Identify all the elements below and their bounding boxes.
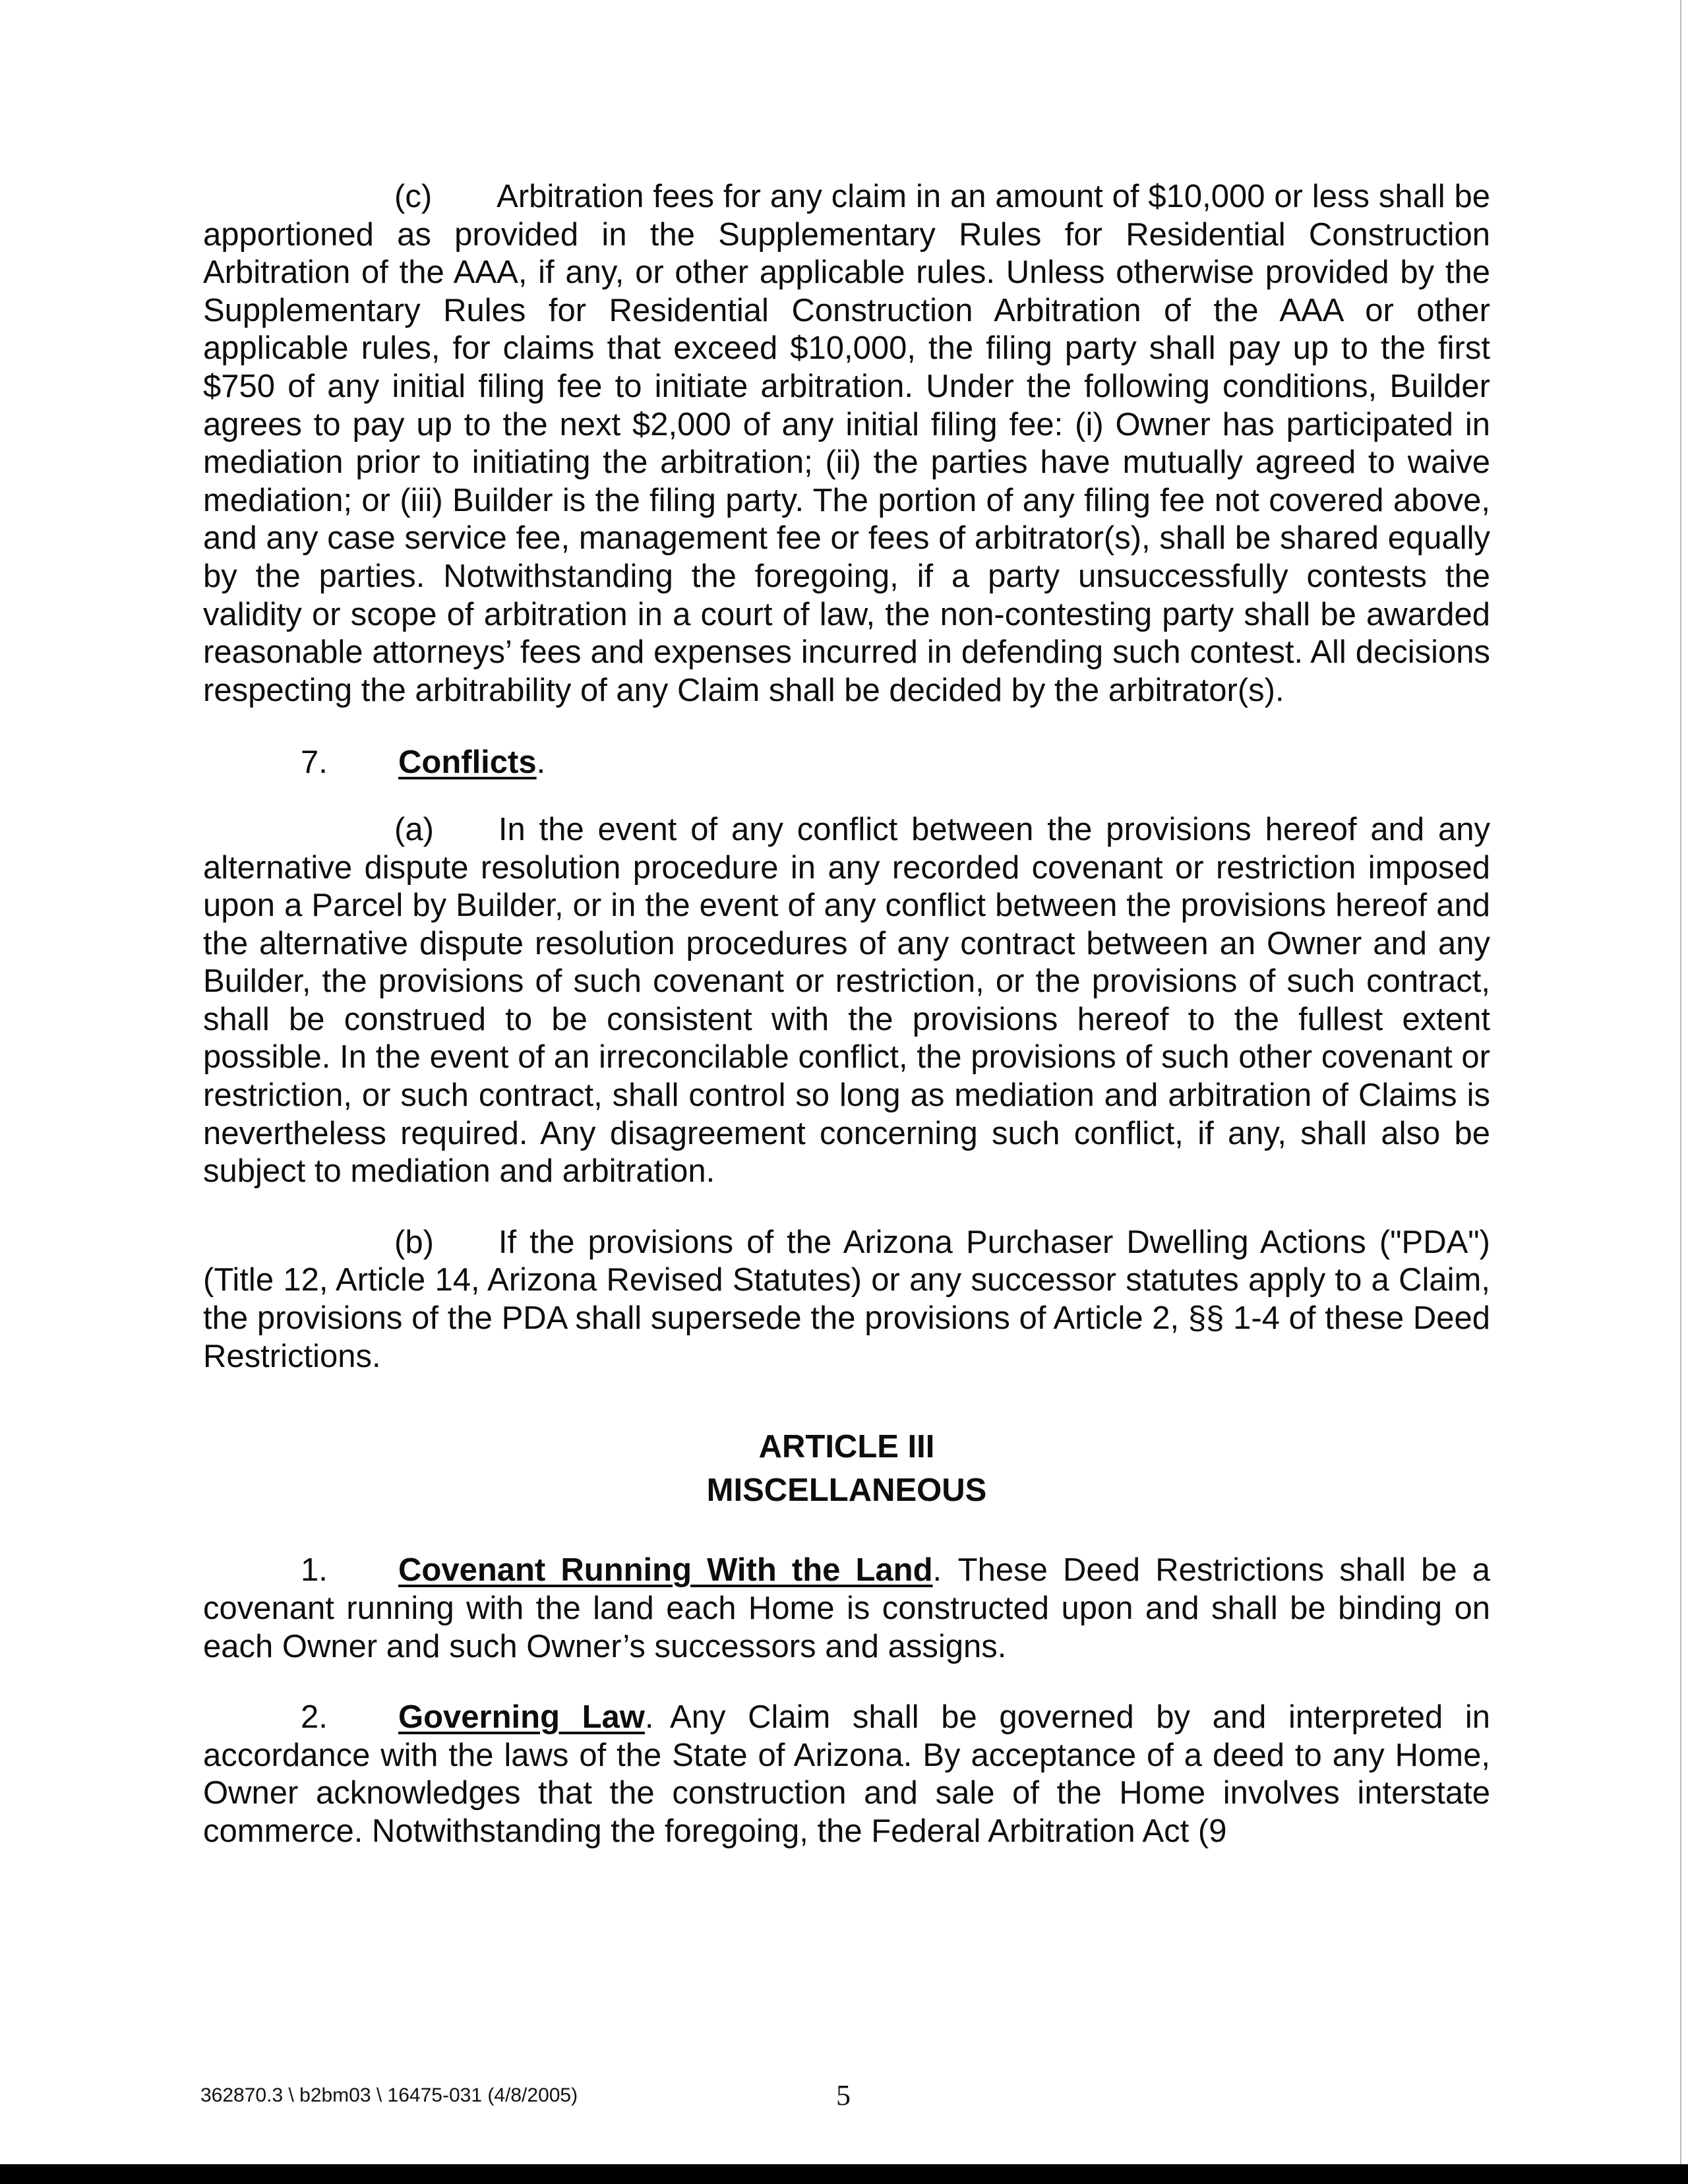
item-2-title: Governing Law — [398, 1699, 645, 1736]
item-2-suffix: . — [644, 1699, 654, 1736]
item-1-text: These Deed Restrictions shall be a covenant running with the land each Home is constructed upon and shall be binding on each Owner and such Owner’s successors and assigns. — [203, 1552, 1490, 1664]
item-2-text: Any Claim shall be governed by and interpreted in accordance with the laws of the State of Arizona. By acceptance of a deed to any Home, Owner acknowledges that the construction and sale of the Home involves interstate commerce. Notwithstanding the foregoing, the Federal Arbitration Act (9 — [203, 1699, 1490, 1849]
article-3-item-1 — [203, 1552, 1490, 1666]
item-1-suffix: . — [932, 1552, 942, 1589]
footer-doc-id: 362870.3 \ b2bm03 \ 16475-031 (4/8/2005) — [200, 2084, 578, 2106]
page-number: 5 — [836, 2079, 851, 2111]
scan-bottom-band — [0, 2164, 1688, 2184]
item-1-title: Covenant Running With the Land — [398, 1552, 933, 1589]
article-3-heading: ARTICLE III — [758, 1429, 935, 1465]
section-7-paragraph-a: (a) In the event of any conflict between the provisions hereof and any alternative dispute resolution procedure in any recorded covenant or restriction imposed upon a Parcel by Builder, or in the event of any conflict between the provisions hereof and the alternative dispute resolution procedures of any contract between an Owner and any Builder, the provisions of such covenant or restriction, or the provisions of such contract, shall be construed to be consistent with the provisions hereof to the fullest extent possible. In the event of an irreconcilable conflict, the provisions of such other covenant or restriction, or such contract, shall control so long as mediation and arbitration of Claims is nevertheless required. Any disagreement concerning such conflict, if any, shall also be subject to mediation and arbitration. — [203, 811, 1490, 1190]
section-7-number: 7. — [301, 744, 328, 781]
scan-right-edge — [1680, 0, 1688, 2184]
article-3-item-2 — [203, 1699, 1490, 1850]
item-1-number: 1. — [301, 1552, 328, 1589]
article-3-subheading: MISCELLANEOUS — [706, 1472, 987, 1508]
page-body — [203, 178, 1490, 1851]
section-7-title: Conflicts — [398, 744, 537, 781]
section-7-title-suffix: . — [536, 744, 546, 781]
section-7-heading — [203, 744, 1490, 782]
item-2-number: 2. — [301, 1699, 328, 1736]
section-7-paragraph-b: (b) If the provisions of the Arizona Purchaser Dwelling Actions ("PDA") (Title 12, Article 14, Arizona Revised Statutes) or any successor statutes apply to a Claim, the provisions of the PDA shall supersede the provisions of Article 2, §§ 1-4 of these Deed Restrictions. — [203, 1224, 1490, 1374]
article-3-heading-block — [203, 1428, 1490, 1509]
paragraph-c: (c) Arbitration fees for any claim in an amount of $10,000 or less shall be apportioned as provided in the Supplementary Rules for Residential Construction Arbitration of the AAA, if any, or other applicable rules. Unless otherwise provided by the Supplementary Rules for Residential Construction Arbitration of the AAA or other applicable rules, for claims that exceed $10,000, the filing party shall pay up to the first $750 of any initial filing fee to initiate arbitration. Under the following conditions, Builder agrees to pay up to the next $2,000 of any initial filing fee: (i) Owner has participated in mediation prior to initiating the arbitration; (ii) the parties have mutually agreed to waive mediation; or (iii) Builder is the filing party. The portion of any filing fee not covered above, and any case service fee, management fee or fees of arbitrator(s), shall be shared equally by the parties. Notwithstanding the foregoing, if a party unsuccessfully contests the validity or scope of arbitration in a court of law, the non-contesting party shall be awarded reasonable attorneys’ fees and expenses incurred in defending such contest. All decisions respecting the arbitrability of any Claim shall be decided by the arbitrator(s). — [203, 179, 1490, 708]
